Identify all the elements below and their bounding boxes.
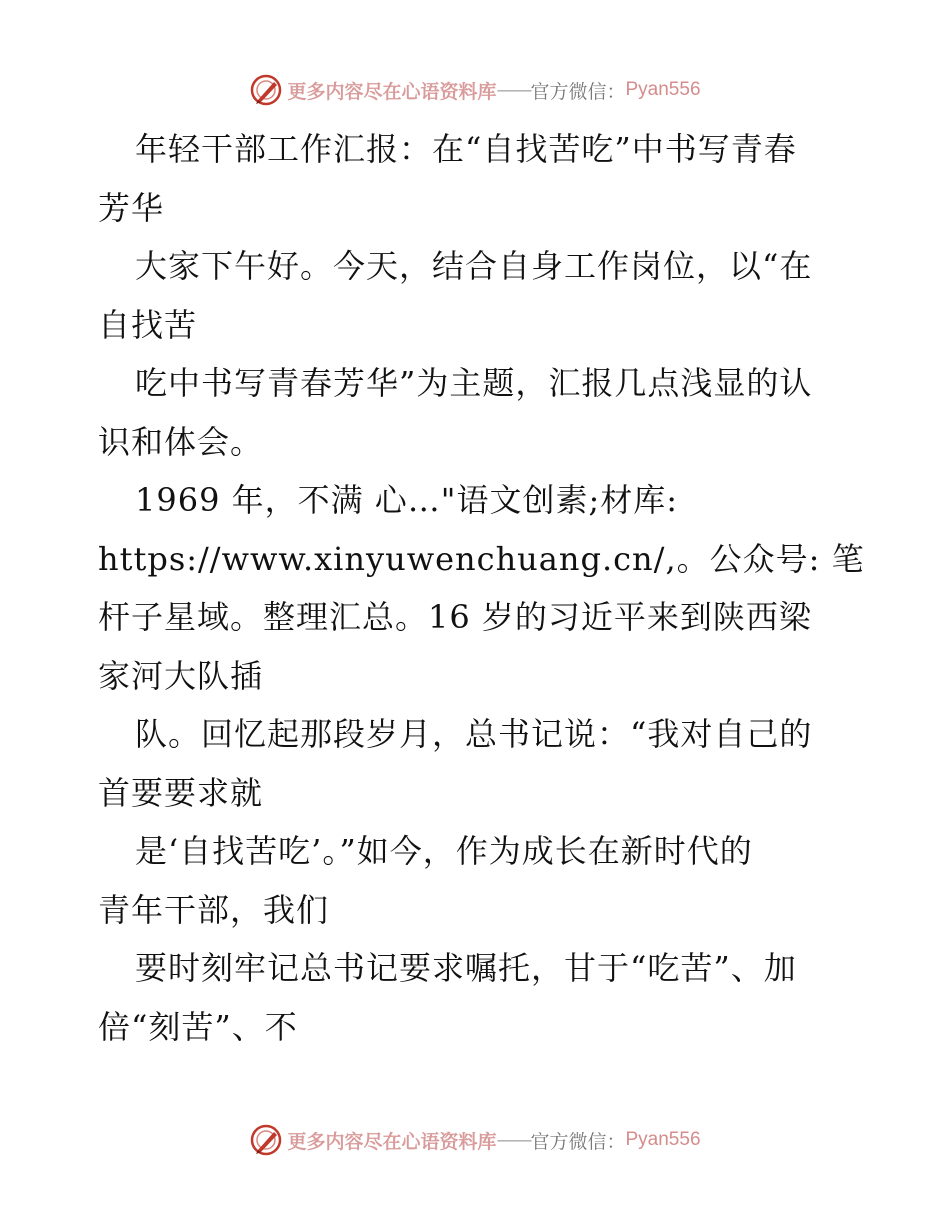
banner-dash: ——	[496, 1129, 531, 1151]
text-line: 青年干部，我们	[98, 890, 330, 929]
footer-watermark-banner	[0, 1118, 950, 1162]
banner-main-text: 更多内容尽在心语资料库	[287, 1130, 497, 1153]
banner-main-text: 更多内容尽在心语资料库	[287, 80, 497, 103]
text-line: 首要要求就	[98, 773, 264, 812]
text-line: 识和体会。	[98, 422, 264, 461]
banner-wechat-label: 官方微信：	[530, 80, 626, 103]
pen-logo-icon	[249, 73, 283, 107]
text-line: 芳华	[98, 188, 165, 227]
text-line: 家河大队插	[98, 656, 264, 695]
text-line: 要时刻牢记总书记要求嘱托，甘于“吃苦”、加	[135, 949, 797, 987]
text-line: 杆子星域。整理汇总。16 岁的习近平来到陕西梁	[98, 598, 812, 636]
banner-wechat-id: Pyan556	[625, 1129, 701, 1150]
text-line: 1969 年，不满 心…"语文创素;材库:	[135, 481, 679, 519]
document-body	[98, 120, 868, 1056]
text-line: 倍“刻苦”、不	[98, 1007, 298, 1046]
banner-wechat-label: 官方微信：	[530, 1130, 626, 1153]
text-line: 年轻干部工作汇报：在“自找苦吃”中书写青春	[135, 130, 797, 168]
banner-wechat-id: Pyan556	[625, 79, 701, 100]
text-line: 是‘自找苦吃’。”如今，作为成长在新时代的	[135, 832, 753, 870]
pen-logo-icon	[249, 1123, 283, 1157]
text-line: 队。回忆起那段岁月，总书记说：“我对自己的	[135, 715, 813, 753]
text-line: 自找苦	[98, 305, 198, 344]
header-watermark-banner	[0, 68, 950, 112]
text-line: 大家下午好。今天，结合自身工作岗位，以“在	[135, 247, 813, 285]
banner-dash: ——	[496, 79, 531, 101]
text-line: https://www.xinyuwenchuang.cn/,。公众号: 笔	[98, 539, 865, 578]
text-line: 吃中书写青春芳华”为主题，汇报几点浅显的认	[135, 364, 813, 402]
